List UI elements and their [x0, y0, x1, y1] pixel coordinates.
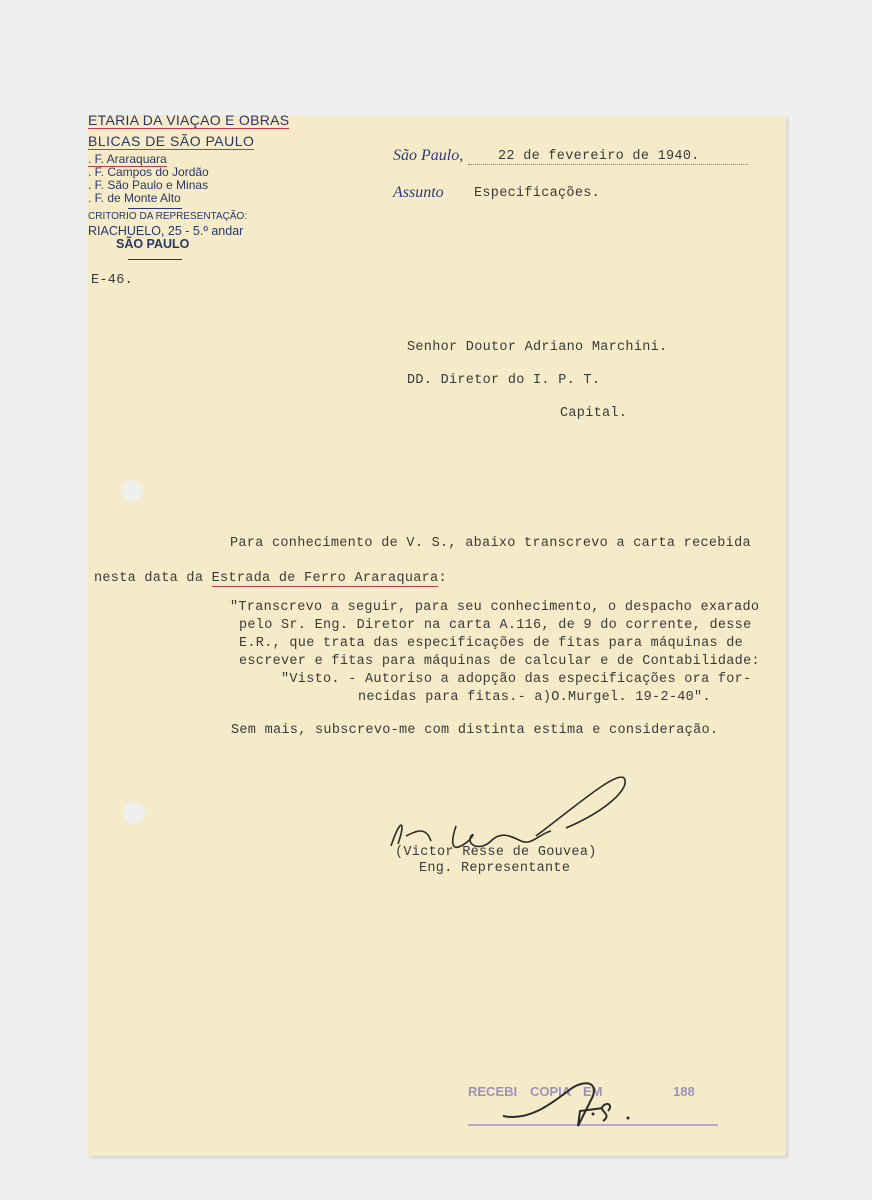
letterhead-line2: BLICAS DE SÃO PAULO: [88, 133, 255, 149]
date-place: São Paulo,: [393, 147, 464, 164]
divider: [128, 208, 182, 209]
stamp-word: COPIA: [530, 1084, 572, 1099]
office-address: RIACHUELO, 25 - 5.º andar: [88, 224, 244, 238]
subject-label: Assunto: [393, 184, 444, 201]
addressee-city: Capital.: [560, 406, 628, 421]
body-line: nesta data da Estrada de Ferro Araraquara:: [94, 571, 447, 586]
railway-item: . F. Araraquara: [88, 152, 167, 166]
closing-line: Sem mais, subscrevo-me com distinta estima e consideração.: [231, 723, 719, 738]
inner-quote-line: necidas para fitas.- a)O.Murgel. 19-2-40".: [358, 690, 711, 705]
addressee-name: Senhor Doutor Adriano Marchini.: [407, 340, 668, 355]
railway-item: . F. Campos do Jordão: [88, 165, 209, 179]
punch-hole: [123, 802, 145, 824]
letterhead-line1: ETARIA DA VIAÇAO E OBRAS: [88, 112, 290, 128]
quote-line: pelo Sr. Eng. Diretor na carta A.116, de 9 do corrente, desse: [239, 618, 752, 633]
office-city: SÃO PAULO: [116, 237, 190, 251]
body-line: Para conhecimento de V. S., abaixo transcrevo a carta recebida: [230, 536, 751, 551]
signatory-title: Eng. Representante: [419, 861, 571, 876]
handwritten-signature: [386, 766, 636, 856]
reference-number: E-46.: [91, 273, 134, 288]
stamp-word: EM: [583, 1084, 603, 1099]
quote-line: E.R., que trata das especificações de fitas para máquinas de: [239, 636, 744, 651]
addressee-title: DD. Diretor do I. P. T.: [407, 373, 601, 388]
divider: [128, 259, 182, 260]
railway-item: . F. de Monte Alto: [88, 191, 181, 205]
office-label: CRITORIO DA REPRESENTAÇÃO:: [88, 211, 248, 222]
quote-line: escrever e fitas para máquinas de calcular e de Contabilidade:: [239, 654, 760, 669]
inner-quote-line: "Visto. - Autoriso a adopção das especificações ora for-: [281, 672, 752, 687]
punch-hole: [121, 480, 143, 502]
stamp-word: 188: [673, 1084, 695, 1099]
railway-item: . F. São Paulo e Minas: [88, 178, 209, 192]
quote-line: "Transcrevo a seguir, para seu conhecimento, o despacho exarado: [230, 600, 760, 615]
handwritten-initials: [498, 1076, 658, 1136]
letter-page: [88, 112, 786, 1156]
subject-value: Especificações.: [474, 186, 601, 201]
date-value: 22 de fevereiro de 1940.: [468, 149, 748, 165]
signatory-name: (Victor Resse de Gouvea): [395, 845, 597, 860]
stamp-word: RECEBI: [468, 1084, 518, 1099]
